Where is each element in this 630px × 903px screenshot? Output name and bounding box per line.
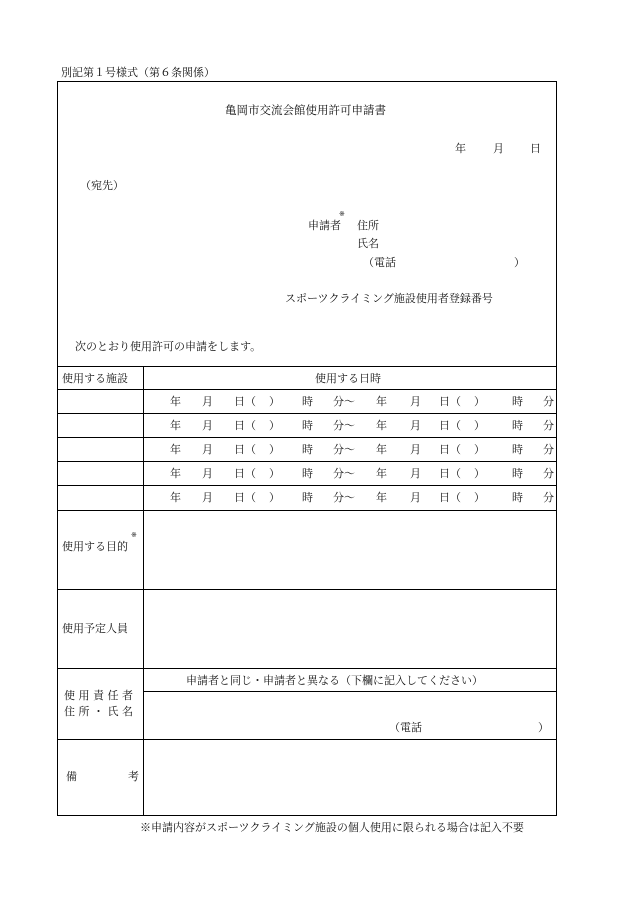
datetime-token-month: 月 — [202, 491, 213, 504]
table-top-rule — [58, 366, 556, 367]
datetime-token-hour: 時 — [512, 491, 523, 504]
purpose-label: 使用する目的 — [62, 540, 128, 553]
datetime-token-day: 日（ — [234, 395, 256, 408]
datetime-token-hour: 時 — [302, 467, 313, 480]
datetime-token-hour: 時 — [302, 419, 313, 432]
phone-close: ） — [514, 256, 525, 269]
datetime-token-month: 月 — [202, 467, 213, 480]
datetime-token-wd-close: ） — [474, 395, 485, 408]
datetime-token-min: 分 — [543, 491, 554, 504]
manager-label-line2: 住 所 ・ 氏 名 — [64, 705, 133, 718]
datetime-token-wd-close: ） — [269, 419, 280, 432]
datetime-token-month: 月 — [202, 443, 213, 456]
table-column-divider — [143, 366, 144, 815]
registration-number-label: スポーツクライミング施設使用者登録番号 — [285, 292, 493, 305]
datetime-token-month: 月 — [202, 395, 213, 408]
address-label: 住所 — [357, 219, 379, 232]
datetime-token-wd-close: ） — [269, 395, 280, 408]
application-form — [57, 81, 557, 816]
datetime-token-year: 年 — [170, 395, 181, 408]
datetime-token-year: 年 — [376, 467, 387, 480]
datetime-token-month: 月 — [410, 395, 421, 408]
datetime-token-day: 日（ — [234, 491, 256, 504]
manager-choice-text: 申請者と同じ・申請者と異なる（下欄に記入してください） — [186, 674, 483, 687]
datetime-token-min-to: 分～ — [333, 419, 355, 432]
datetime-token-min-to: 分～ — [333, 395, 355, 408]
datetime-token-day: 日（ — [439, 467, 461, 480]
intro-text: 次のとおり使用許可の申請をします。 — [75, 340, 262, 353]
datetime-token-month: 月 — [410, 419, 421, 432]
datetime-token-month: 月 — [410, 443, 421, 456]
datetime-token-day: 日（ — [234, 443, 256, 456]
datetime-token-min-to: 分～ — [333, 491, 355, 504]
datetime-token-wd-close: ） — [474, 419, 485, 432]
datetime-token-hour: 時 — [512, 395, 523, 408]
addressee-label: （宛先） — [80, 179, 124, 192]
phone-label: （電話 — [363, 256, 396, 269]
datetime-token-min: 分 — [543, 467, 554, 480]
datetime-token-min-to: 分～ — [333, 467, 355, 480]
applicant-mark: ※ — [339, 210, 345, 218]
remarks-label-2: 考 — [128, 770, 139, 783]
datetime-token-day: 日（ — [439, 419, 461, 432]
datetime-token-day: 日（ — [439, 443, 461, 456]
applicant-label: 申請者 — [308, 219, 341, 232]
datetime-token-month: 月 — [410, 491, 421, 504]
datetime-token-month: 月 — [202, 419, 213, 432]
date-day-label: 日 — [530, 142, 541, 155]
datetime-token-wd-close: ） — [474, 467, 485, 480]
datetime-token-year: 年 — [170, 491, 181, 504]
datetime-token-month: 月 — [410, 467, 421, 480]
manager-label-line1: 使 用 責 任 者 — [64, 689, 133, 702]
facility-header: 使用する施設 — [62, 372, 128, 385]
datetime-token-wd-close: ） — [474, 491, 485, 504]
date-month-label: 月 — [493, 142, 504, 155]
datetime-token-day: 日（ — [234, 467, 256, 480]
footnote: ※申請内容がスポーツクライミング施設の個人使用に限られる場合は記入不要 — [140, 821, 524, 834]
datetime-token-hour: 時 — [512, 443, 523, 456]
datetime-token-hour: 時 — [512, 467, 523, 480]
datetime-token-day: 日（ — [439, 395, 461, 408]
datetime-token-hour: 時 — [302, 443, 313, 456]
datetime-token-min: 分 — [543, 419, 554, 432]
datetime-token-day: 日（ — [439, 491, 461, 504]
date-year-label: 年 — [455, 142, 466, 155]
datetime-token-year: 年 — [170, 467, 181, 480]
datetime-token-wd-close: ） — [474, 443, 485, 456]
datetime-token-min: 分 — [543, 395, 554, 408]
form-title: 亀岡市交流会館使用許可申請書 — [225, 103, 386, 117]
datetime-token-wd-close: ） — [269, 443, 280, 456]
datetime-token-year: 年 — [376, 491, 387, 504]
datetime-token-year: 年 — [376, 443, 387, 456]
form-number: 別記第１号様式（第６条関係） — [61, 66, 215, 79]
manager-phone-close: ） — [538, 721, 549, 734]
datetime-token-wd-close: ） — [269, 467, 280, 480]
datetime-token-year: 年 — [170, 443, 181, 456]
datetime-token-min: 分 — [543, 443, 554, 456]
datetime-token-hour: 時 — [302, 491, 313, 504]
people-label: 使用予定人員 — [62, 622, 128, 635]
datetime-token-hour: 時 — [302, 395, 313, 408]
datetime-token-wd-close: ） — [269, 491, 280, 504]
purpose-mark: ※ — [131, 531, 137, 539]
remarks-label-1: 備 — [66, 770, 77, 783]
datetime-header: 使用する日時 — [315, 372, 381, 385]
datetime-token-year: 年 — [170, 419, 181, 432]
datetime-token-year: 年 — [376, 419, 387, 432]
datetime-token-hour: 時 — [512, 419, 523, 432]
name-label: 氏名 — [357, 237, 379, 250]
datetime-token-year: 年 — [376, 395, 387, 408]
datetime-token-min-to: 分～ — [333, 443, 355, 456]
manager-phone-label: （電話 — [389, 721, 422, 734]
datetime-token-day: 日（ — [234, 419, 256, 432]
